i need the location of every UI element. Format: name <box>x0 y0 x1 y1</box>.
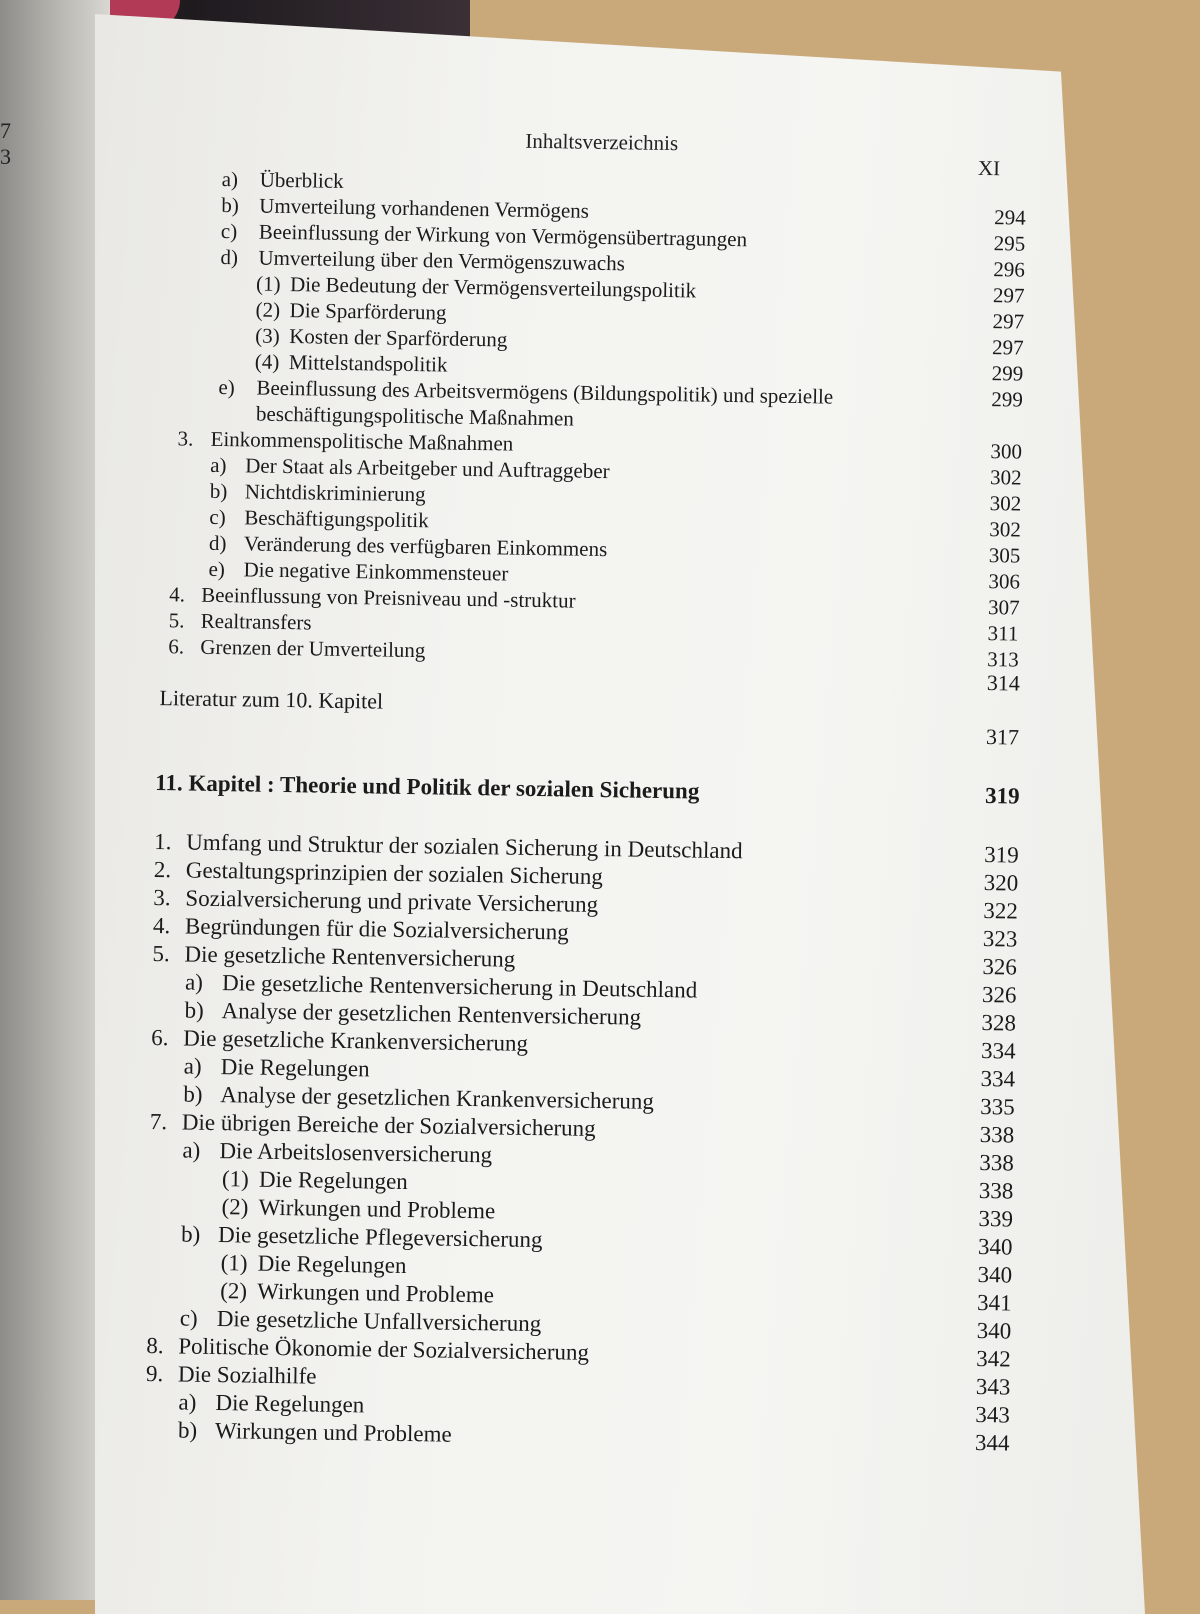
toc-entry: a) Überblick <box>221 166 344 193</box>
toc-entry: 7. Die übrigen Bereiche der Sozialversicherung 338 <box>149 1108 1015 1148</box>
toc-entry: c) Die gesetzliche Unfallversicherung 340 <box>179 1305 1012 1344</box>
toc-entry: (1) Die Regelungen 340 <box>220 1250 1013 1288</box>
toc-entry: 302 a) Der Staat als Arbeitgeber und Auftraggeber <box>210 452 1022 490</box>
toc-entry: b) Wirkungen und Probleme 344 <box>177 1417 1010 1456</box>
toc-entry: 300 3. Einkommenspolitische Maßnahmen <box>177 426 1023 464</box>
toc-entry: 302 c) Beschäftigungspolitik <box>209 504 1021 542</box>
toc-entry: 5. Die gesetzliche Rentenversicherung 326 <box>152 940 1018 980</box>
toc-entry: (2) Wirkungen und Probleme 341 <box>220 1278 1012 1316</box>
toc-entry: (1) Die Regelungen 338 <box>221 1166 1014 1204</box>
toc-entry: 294 b) Umverteilung vorhandenen Vermögens <box>221 192 1026 230</box>
page-header: Inhaltsverzeichnis <box>525 128 679 156</box>
toc-entry: 306 e) Die negative Einkommensteuer <box>208 556 1021 594</box>
edge-digit: 7 <box>0 118 11 143</box>
chapter-heading: 11. Kapitel : Theorie und Politik der sozialen Sicherung 319 <box>155 770 1020 809</box>
toc-entry: 296 d) Umverteilung über den Vermögenszuwachs <box>220 244 1026 282</box>
toc-entry: 307 4. Beeinflussung von Preisniveau und -struktur <box>168 582 1020 620</box>
toc-entry: a) Die Arbeitslosenversicherung 338 <box>182 1137 1015 1176</box>
toc-entry: beschäftigungspolitische Maßnahmen <box>255 401 575 431</box>
toc-entry: 299 (4) Mittelstandspolitik <box>254 349 1024 386</box>
toc-entry: 295 c) Beeinflussung der Wirkung von Vermögensübertragungen <box>220 218 1026 256</box>
toc-entry: b) Analyse der gesetzlichen Rentenversicherung 328 <box>184 997 1017 1036</box>
toc-entry: 3. Sozialversicherung und private Versicherung 322 <box>153 884 1019 924</box>
toc-entry: 2. Gestaltungsprinzipien der sozialen Sicherung 320 <box>153 857 1019 896</box>
toc-entry: 299 e) Beeinflussung des Arbeitsvermögens (Bildungspolitik) und spezielle <box>218 374 1024 412</box>
toc-entry: 9. Die Sozialhilfe 343 <box>145 1360 1011 1400</box>
toc-entry: b) Die gesetzliche Pflegeversicherung 340 <box>180 1221 1013 1260</box>
toc-page: 314 <box>986 670 1021 696</box>
page-number: XI <box>977 155 1001 181</box>
toc-entry: 313 6. Grenzen der Umverteilung <box>168 634 1019 672</box>
toc-entry: (2) Wirkungen und Probleme 339 <box>221 1194 1014 1232</box>
toc-entry: 305 d) Veränderung des verfügbaren Einkommens <box>208 530 1021 568</box>
toc-page: 317 <box>985 724 1020 750</box>
toc-entry: 297 (3) Kosten der Sparförderung <box>255 323 1024 360</box>
toc-entry: 1. Umfang und Struktur der sozialen Sicherung in Deutschland 319 <box>154 829 1019 868</box>
toc-entry: 4. Begründungen für die Sozialversicherung 323 <box>152 912 1018 952</box>
toc-entry: b) Analyse der gesetzlichen Krankenversicherung 335 <box>183 1081 1015 1120</box>
toc-literature: Literatur zum 10. Kapitel <box>159 685 384 714</box>
toc-entry: 311 5. Realtransfers <box>168 608 1019 646</box>
toc-entry: a) Die Regelungen 334 <box>183 1053 1016 1092</box>
toc-entry: 6. Die gesetzliche Krankenversicherung 334 <box>151 1024 1016 1064</box>
toc-entry: 302 b) Nichtdiskriminierung <box>209 478 1022 516</box>
toc-entry: 8. Politische Ökonomie der Sozialversicherung 342 <box>146 1332 1011 1372</box>
toc-entry: 297 (2) Die Sparförderung <box>255 297 1025 334</box>
toc-entry: a) Die Regelungen 343 <box>178 1389 1011 1428</box>
toc-entry: a) Die gesetzliche Rentenversicherung in Deutschland 326 <box>184 969 1017 1008</box>
edge-digit: 3 <box>0 144 11 169</box>
toc-entry: 297 (1) Die Bedeutung der Vermögensverteilungspolitik <box>255 271 1025 308</box>
